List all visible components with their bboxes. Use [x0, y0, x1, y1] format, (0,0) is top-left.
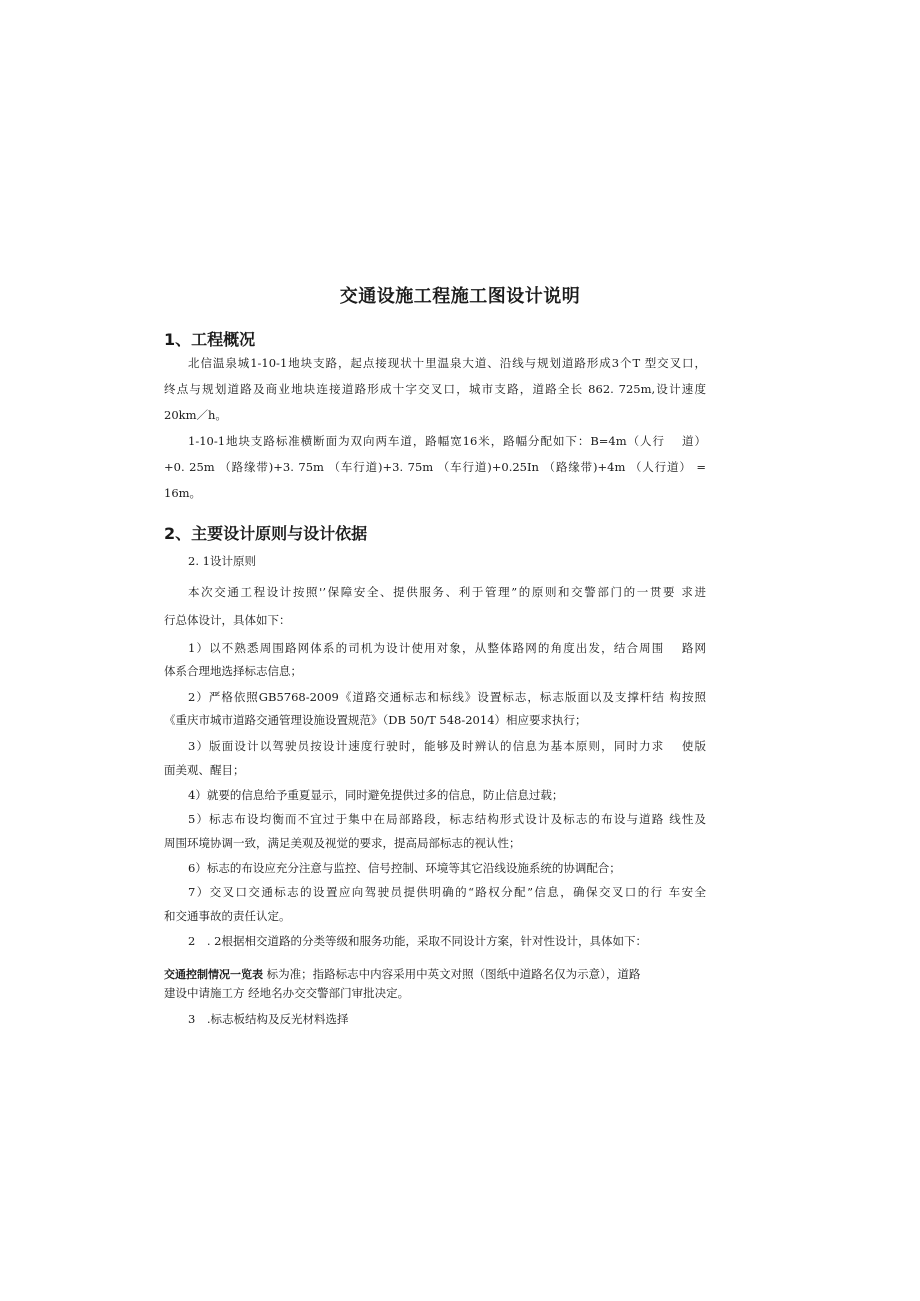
table-reference: 交通控制情况一览表: [164, 968, 263, 981]
paragraph-line: 北信温泉城1-10-1地块支路，起点接现状十里温泉大道、沿线与规划道路形成3个T 型交叉口，: [188, 356, 706, 370]
section-heading-principles: 2、主要设计原则与设计依据: [164, 524, 368, 543]
list-item-line: 2）严格依照GB5768-2009《道路交通标志和标线》设置标志，标志版面以及支撑杆结 构按照: [188, 690, 706, 704]
note-line: [164, 966, 706, 983]
list-item-line: 4）就要的信息给予重夏显示，同时避免提供过多的信息，防止信息过载；: [188, 788, 564, 802]
list-item-line: 5）标志布设均衡而不宜过于集中在局部路段，标志结构形式设计及标志的布设与道路 线性及: [188, 812, 706, 826]
list-item-line: 6）标志的布设应充分注意与监控、信号控制、环境等其它沿线设施系统的协调配合；: [188, 861, 621, 875]
paragraph-line: 1-10-1地块支路标准横断面为双向两车道，路幅宽16米，路幅分配如下：B=4m（人行 道）: [188, 434, 706, 448]
paragraph-line: 行总体设计，具体如下：: [164, 613, 291, 627]
paragraph-line: 终点与规划道路及商业地块连接道路形成十字交叉口，城市支路，道路全长 862. 725m,设计速度: [164, 382, 706, 396]
list-item-line: 《重庆市城市道路交通管理设施设置规范》（DB 50/T 548-2014）相应要求执行；: [164, 713, 587, 727]
note-line: 建设中请施工方 经地名办交交警部门审批决定。: [164, 986, 410, 1000]
subsection-heading: 3 .标志板结构及反光材料选择: [188, 1012, 349, 1026]
list-item-line: 和交通事故的责任认定。: [164, 909, 291, 923]
list-item-line: 1）以不熟悉周围路网体系的司机为设计使用对象，从整体路网的角度出发，结合周围 路网: [188, 641, 706, 655]
list-item-line: 周围环境协调一致，满足美观及视觉的要求，提高局部标志的视认性；: [164, 836, 521, 850]
paragraph-line: 16m。: [164, 486, 202, 500]
section-heading-overview: 1、工程概况: [164, 330, 256, 349]
paragraph-line: 本次交通工程设计按照'’保障安全、提供服务、利于管理”的原则和交警部门的一贯要 求进: [188, 585, 706, 599]
list-item-line: 面美观、醒目；: [164, 763, 245, 777]
subsection-heading: 2 . 2根据相交道路的分类等级和服务功能，采取不同设计方案，针对性设计，具体如下：: [188, 934, 647, 948]
document-title: 交通设施工程施工图设计说明: [339, 286, 581, 307]
paragraph-line: 20km／h。: [164, 408, 227, 422]
list-item-line: 7）交叉口交通标志的设置应向驾驶员提供明确的“路权分配”信息，确保交叉口的行 车安全: [188, 885, 706, 899]
subsection-heading: 2. 1设计原则: [188, 554, 256, 568]
list-item-line: 3）版面设计以驾驶员按设计速度行驶时，能够及时辨认的信息为基本原则，同时力求 使版: [188, 739, 706, 753]
list-item-line: 体系合理地选择标志信息；: [164, 664, 302, 678]
note-text: 标为准；指路标志中内容采用中英文对照（图纸中道路名仅为示意），道路: [263, 967, 641, 981]
paragraph-line: +0. 25m （路缘带)+3. 75m （车行道)+3. 75m （车行道)+0.25In （路缘带)+4m （人行道） =: [164, 460, 706, 474]
